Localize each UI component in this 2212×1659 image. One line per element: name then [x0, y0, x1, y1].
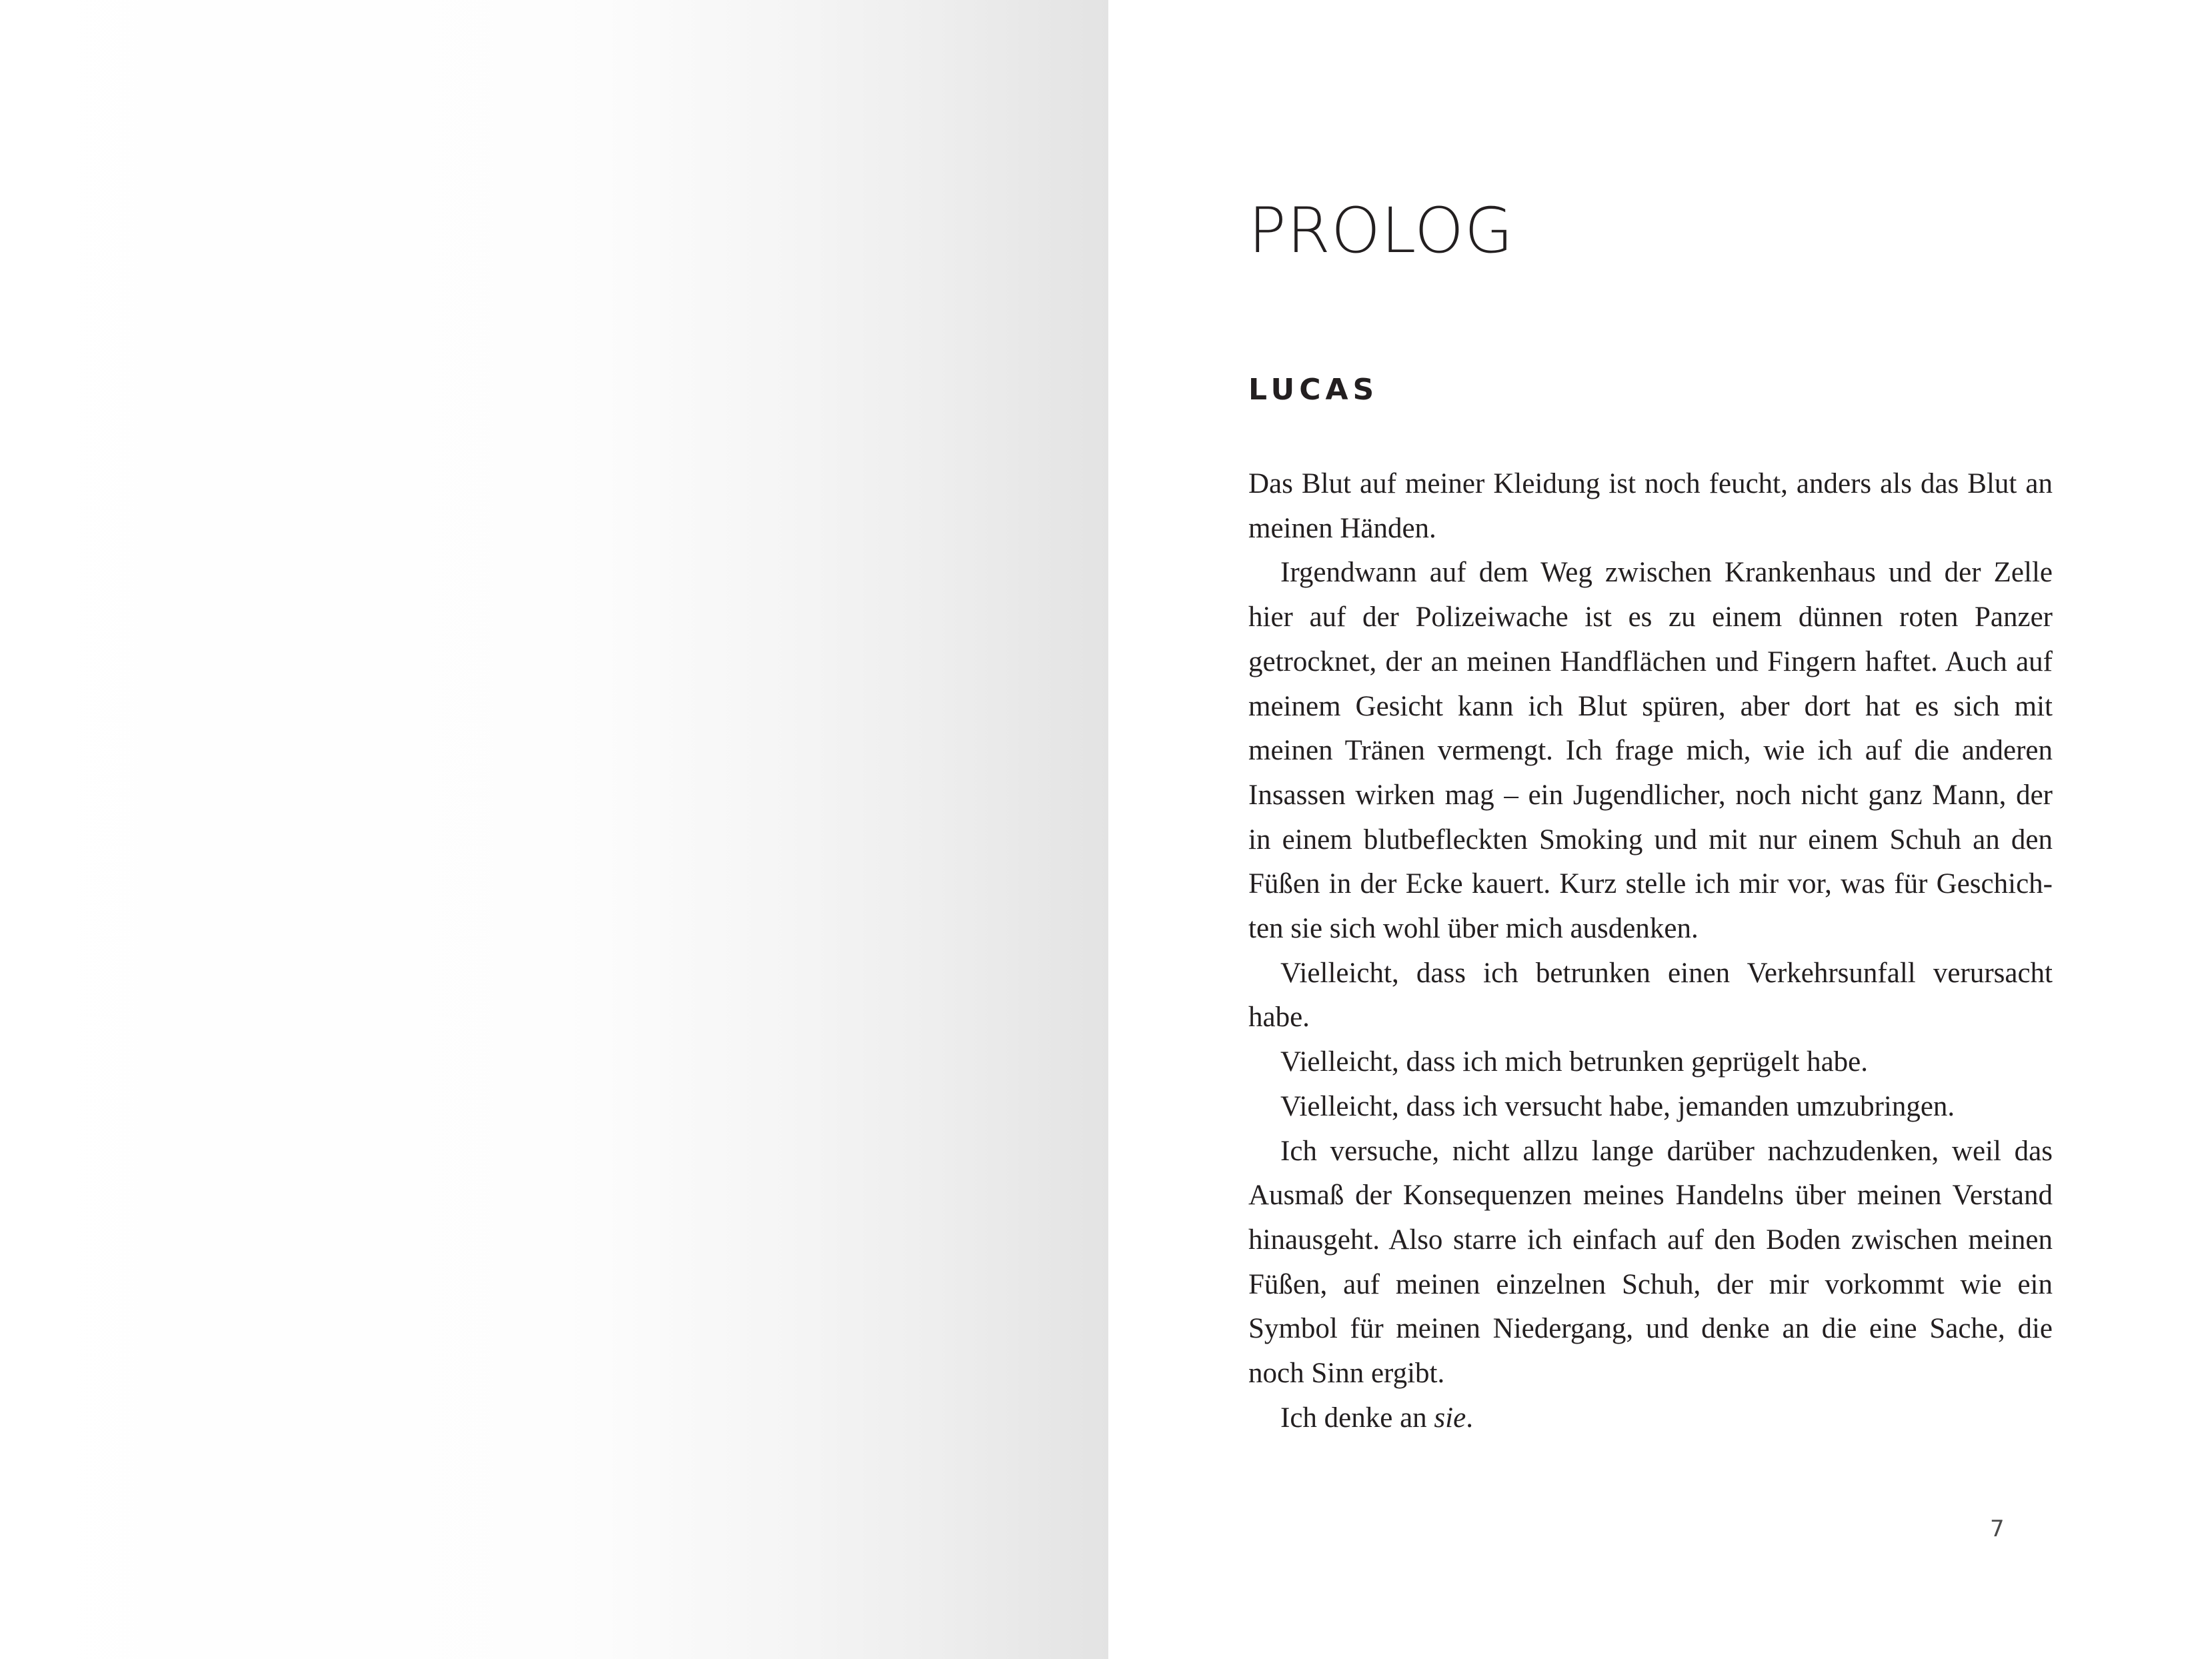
paragraph-5: Vielleicht, dass ich versucht habe, jemanden umzubringen.: [1280, 1090, 1955, 1122]
paragraph-7-text: Ich denke an: [1280, 1402, 1427, 1434]
paragraph-1: Das Blut auf meiner Kleidung ist noch feucht, anders als das Blut an meinen Händen.: [1248, 468, 2053, 544]
paragraph-7-end: .: [1466, 1402, 1473, 1434]
page-number: 7: [1990, 1516, 2005, 1542]
prologue-body-text: [1248, 462, 2053, 1440]
paragraph-2: Irgendwann auf dem Weg zwischen Krankenhaus und der Zelle hier auf der Polizeiwache ist es zu einem dünnen roten Panzer getrocknet, der an meinen Handflächen und Fingern haftet. Auch auf meinem Gesicht kann ich Blut spüren, aber dort hat es sich mit meinen Tränen vermengt. Ich frage mich, wie ich auf die anderen Insassen wirken mag – ein Jugendlicher, noch nicht ganz Mann, der in einem blutbefleckten Smoking und mit nur einem Schuh an den Füßen in der Ecke kauert. Kurz stelle ich mir vor, was für Geschichten sie sich wohl über mich ausdenken.: [1248, 557, 2053, 945]
character-heading: LUCAS: [1248, 373, 1379, 407]
paragraph-6: Ich versuche, nicht allzu lange darüber nachzudenken, weil das Ausmaß der Konsequenzen meines Handelns über meinen Verstand hinausgeht. Also starre ich einfach auf den Boden zwischen meinen Füßen, auf meinen einzelnen Schuh, der mir vorkommt wie ein Symbol für meinen Niedergang, und denke an die eine Sache, die noch Sinn ergibt.: [1248, 1135, 2053, 1390]
paragraph-7: [1248, 1396, 2053, 1441]
paragraph-4: Vielleicht, dass ich mich betrunken geprügelt habe.: [1280, 1046, 1869, 1078]
chapter-title: PROLOG: [1248, 195, 1514, 267]
paragraph-7-emphasis: sie: [1434, 1402, 1466, 1434]
paragraph-3: Vielleicht, dass ich betrunken einen Verkehrsunfall verursacht habe.: [1248, 957, 2053, 1034]
